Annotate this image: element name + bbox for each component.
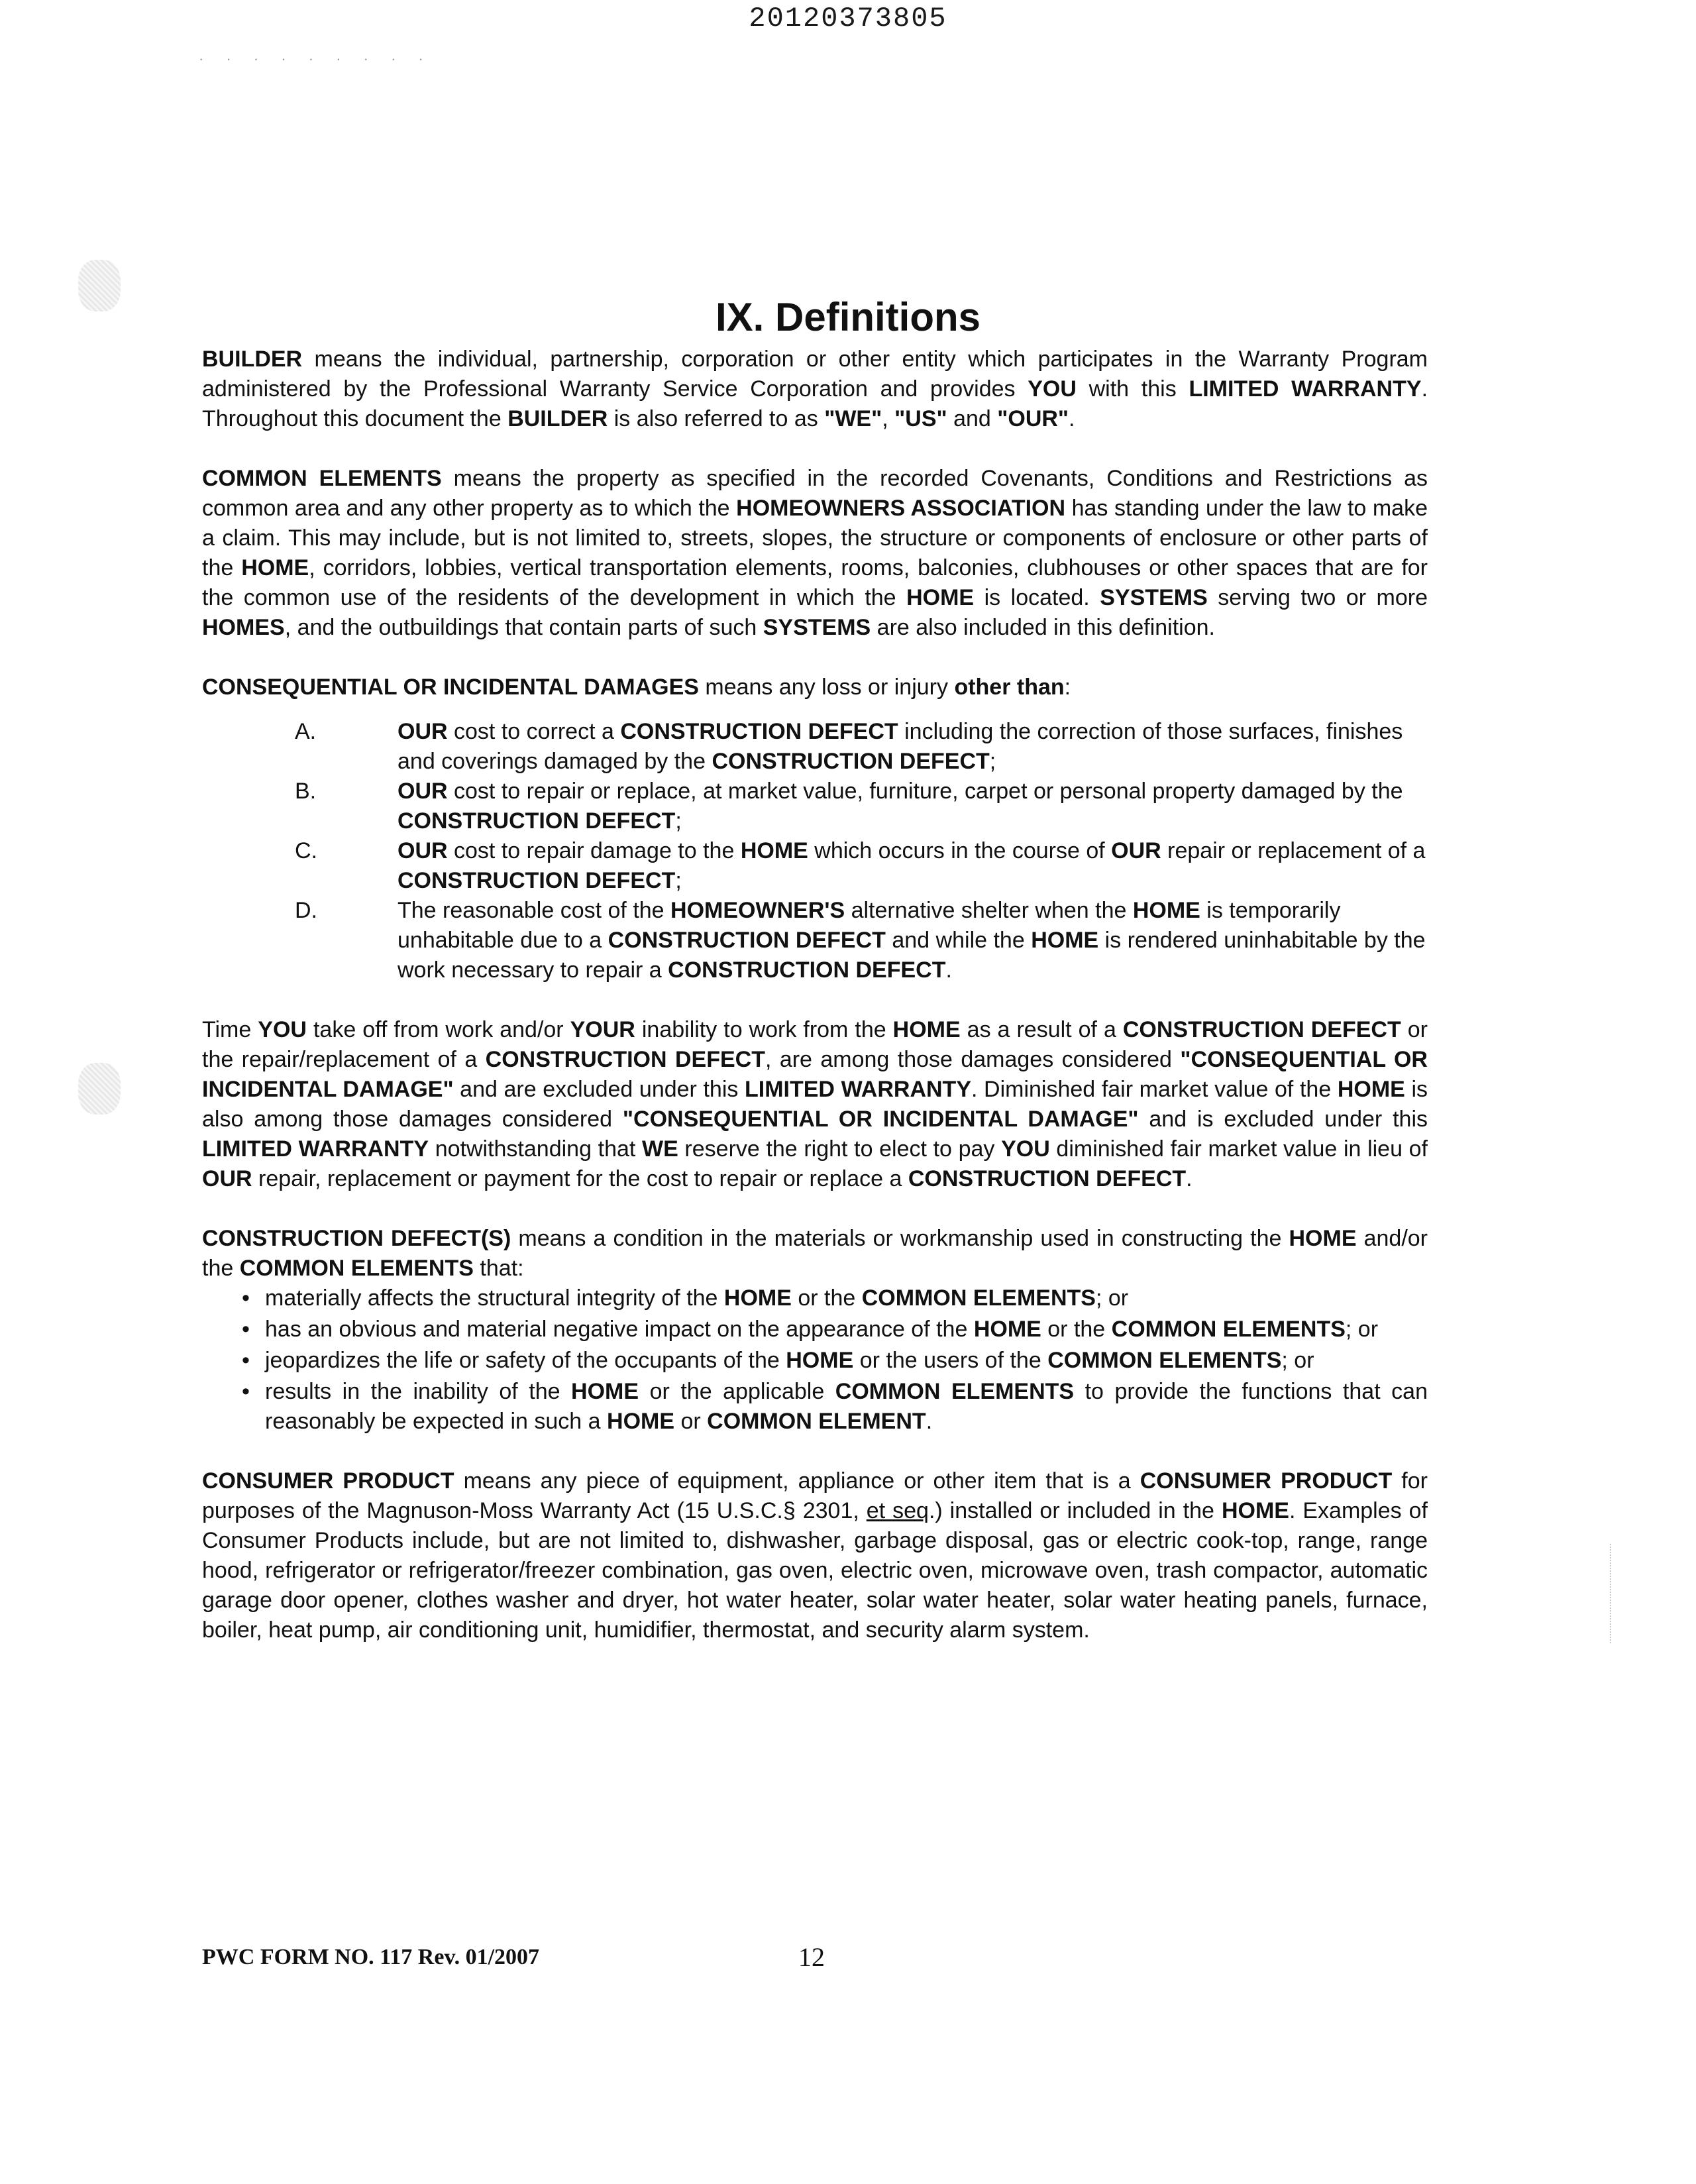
list-item	[202, 1283, 1428, 1313]
bold-run: CONSTRUCTION DEFECT	[1122, 1017, 1401, 1042]
term-construction-defect: CONSTRUCTION DEFECT(S)	[202, 1226, 511, 1251]
bold-run: HOME	[1132, 898, 1200, 923]
text-run: Time	[202, 1017, 258, 1042]
excluded-damages-list	[202, 717, 1428, 985]
text-run: .	[1069, 406, 1075, 431]
bold-run: HOME	[1289, 1226, 1357, 1251]
bold-run: HOME	[973, 1317, 1041, 1342]
bold-run: CONSTRUCTION DEFECT	[398, 808, 676, 834]
bold-run: "US"	[894, 406, 947, 431]
bold-run: YOU	[258, 1017, 307, 1042]
text-run: or the	[791, 1285, 862, 1311]
bold-run: BUILDER	[507, 406, 608, 431]
text-run: take off from work and/or	[306, 1017, 570, 1042]
text-run: jeopardizes the life or safety of the occupants of the	[265, 1348, 786, 1373]
publication-number: 20120373805	[749, 3, 947, 34]
list-item	[202, 896, 1428, 985]
text-run: serving two or more	[1207, 585, 1428, 610]
text-run: or the repair/replacement of a	[202, 1017, 1428, 1072]
definitions-body	[202, 345, 1428, 1675]
text-run: means any piece of equipment, appliance or other item that is a	[454, 1468, 1140, 1494]
bold-run: CONSTRUCTION DEFECT	[485, 1047, 765, 1072]
text-run: ;	[675, 808, 682, 834]
list-item	[202, 1315, 1428, 1344]
text-run: is located.	[974, 585, 1100, 610]
page-number: 12	[798, 1942, 825, 1972]
scan-edge-mark	[1610, 1544, 1613, 1643]
bold-run: HOME	[607, 1409, 675, 1434]
term-consequential: CONSEQUENTIAL OR INCIDENTAL DAMAGES	[202, 675, 699, 700]
text-run: is temporarily unhabitable due to a	[398, 898, 1341, 953]
definition-common-elements	[202, 464, 1428, 643]
list-letter: B.	[295, 779, 317, 804]
bold-run: HOME	[786, 1348, 854, 1373]
text-run: and	[947, 406, 998, 431]
text-run: :	[1064, 675, 1071, 700]
text-run: inability to work from the	[635, 1017, 893, 1042]
text-run: alternative shelter when the	[845, 898, 1133, 923]
bold-run: CONSTRUCTION DEFECT	[712, 749, 990, 774]
text-run: or the users of the	[853, 1348, 1048, 1373]
bold-run: HOME	[1031, 928, 1099, 953]
text-run: ;	[989, 749, 996, 774]
text-run: repair, replacement or payment for the cost to repair or replace a	[252, 1166, 908, 1191]
definition-builder	[202, 345, 1428, 434]
bold-run: OUR	[398, 838, 448, 863]
term-common-elements: COMMON ELEMENTS	[202, 466, 442, 491]
text-run: are also included in this definition.	[871, 615, 1215, 640]
bold-run: YOU	[1001, 1136, 1050, 1162]
text-run: . Examples of Consumer Products include, but are not limited to, dishwasher, garbage disposal, gas or electric cook-top, range, range hood, refrigerator or refrigerator/freezer combination, gas oven, electric oven, microwave oven, trash compactor, automatic garage door opener, clothes washer and dryer, hot water heater, solar water heater, solar water heating panels, furnace, boiler, heat pump, air conditioning unit, humidifier, thermostat, and security alarm system.	[202, 1498, 1428, 1643]
bold-run: HOME	[906, 585, 975, 610]
section-title: IX. Definitions	[715, 295, 981, 340]
text-run: repair or replacement of a	[1161, 838, 1426, 863]
bold-run: LIMITED WARRANTY	[744, 1077, 971, 1102]
bold-run: COMMON ELEMENTS	[239, 1256, 474, 1281]
list-item	[202, 717, 1428, 777]
text-run: is also referred to as	[608, 406, 825, 431]
defect-criteria-list	[202, 1283, 1428, 1437]
bold-run: HOME	[1337, 1077, 1405, 1102]
bullet-icon: •	[242, 1317, 250, 1342]
form-number: PWC FORM NO. 117 Rev. 01/2007	[202, 1945, 540, 1969]
text-run: ,	[882, 406, 895, 431]
text-run: as a result of a	[960, 1017, 1123, 1042]
bold-run: HOMES	[202, 615, 285, 640]
bold-run: HOME	[1221, 1498, 1289, 1523]
text-run: is rendered uninhabitable by the work necessary to repair a	[398, 928, 1426, 983]
text-run: is also among those damages considered	[202, 1077, 1428, 1132]
bold-run: COMMON ELEMENTS	[1111, 1317, 1346, 1342]
text-run: and/or the	[202, 1226, 1428, 1281]
bold-run: LIMITED WARRANTY	[1189, 376, 1422, 402]
bold-run: CONSTRUCTION DEFECT	[908, 1166, 1187, 1191]
bold-run: HOME	[723, 1285, 792, 1311]
text-run: . Throughout this document the	[202, 376, 1428, 431]
text-run: ; or	[1095, 1285, 1129, 1311]
text-run: results in the inability of the	[265, 1379, 572, 1404]
bullet-icon: •	[242, 1285, 250, 1311]
scan-specks: · · · · · · · · ·	[199, 50, 433, 67]
bold-run: HOMEOWNER'S	[670, 898, 845, 923]
bold-run: SYSTEMS	[763, 615, 871, 640]
text-run: means the property as specified in the recorded Covenants, Conditions and Restrictions as common area and any other property as to which the	[202, 466, 1428, 521]
bold-run: "CONSEQUENTIAL OR INCIDENTAL DAMAGE"	[202, 1047, 1428, 1102]
bold-run: HOME	[571, 1379, 639, 1404]
bold-run: HOME	[892, 1017, 961, 1042]
list-letter: C.	[295, 838, 317, 863]
bold-run: COMMON ELEMENTS	[835, 1379, 1075, 1404]
text-run: means any loss or injury	[698, 675, 955, 700]
bold-run: COMMON ELEMENTS	[1047, 1348, 1282, 1373]
text-run: or the applicable	[639, 1379, 835, 1404]
bold-run: CONSTRUCTION DEFECT	[608, 928, 886, 953]
bold-run: "CONSEQUENTIAL OR INCIDENTAL DAMAGE"	[622, 1107, 1139, 1132]
underlined-run: et seq	[866, 1498, 929, 1523]
text-run: with this	[1076, 376, 1189, 402]
text-run: reserve the right to elect to pay	[678, 1136, 1002, 1162]
text-run: ; or	[1345, 1317, 1379, 1342]
definition-consumer-product	[202, 1466, 1428, 1645]
text-run: for purposes of the Magnuson-Moss Warranty Act (15 U.S.C.§ 2301,	[202, 1468, 1428, 1523]
definition-construction-defect	[202, 1224, 1428, 1283]
text-run: and are excluded under this	[453, 1077, 745, 1102]
bold-run: SYSTEMS	[1100, 585, 1208, 610]
bullet-icon: •	[242, 1348, 250, 1373]
definition-consequential	[202, 673, 1428, 702]
bold-run: COMMON ELEMENTS	[861, 1285, 1096, 1311]
bold-run: OUR	[202, 1166, 252, 1191]
list-item	[202, 1377, 1428, 1437]
bold-run: HOMEOWNERS ASSOCIATION	[736, 496, 1066, 521]
text-run: The reasonable cost of the	[398, 898, 671, 923]
bold-run: CONSTRUCTION DEFECT	[668, 957, 946, 983]
text-run: and while the	[885, 928, 1032, 953]
bold-run: COMMON ELEMENT	[707, 1409, 926, 1434]
bold-run: OUR	[398, 779, 448, 804]
list-item	[202, 777, 1428, 836]
text-run: . Diminished fair market value of the	[971, 1077, 1338, 1102]
bold-run: HOME	[740, 838, 808, 863]
list-letter: A.	[295, 719, 317, 744]
bold-run: YOUR	[570, 1017, 635, 1042]
text-run: , are among those damages considered	[765, 1047, 1181, 1072]
list-item	[202, 836, 1428, 896]
text-run: to provide the functions that can reasonably be expected in such a	[265, 1379, 1428, 1434]
bold-run: YOU	[1028, 376, 1077, 402]
bold-run: LIMITED WARRANTY	[202, 1136, 429, 1162]
text-run: materially affects the structural integrity of the	[265, 1285, 724, 1311]
text-run: or	[674, 1409, 708, 1434]
text-run: or the	[1041, 1317, 1112, 1342]
term-consumer-product: CONSUMER PRODUCT	[202, 1468, 454, 1494]
bold-run: HOME	[241, 555, 309, 580]
text-run: that:	[473, 1256, 524, 1281]
text-run: .	[1186, 1166, 1192, 1191]
text-run: .) installed or included in the	[928, 1498, 1222, 1523]
text-run: means a condition in the materials or workmanship used in constructing the	[511, 1226, 1289, 1251]
text-run: and is excluded under this	[1138, 1107, 1428, 1132]
bold-run: OUR	[1111, 838, 1161, 863]
bold-run: CONSTRUCTION DEFECT	[620, 719, 898, 744]
text-run: , corridors, lobbies, vertical transportation elements, rooms, balconies, clubhouses or other spaces that are for the common use of the residents of the development in which the	[202, 555, 1428, 610]
bold-run: CONSUMER PRODUCT	[1140, 1468, 1393, 1494]
text-run: means the individual, partnership, corporation or other entity which participates in the Warranty Program administered by the Professional Warranty Service Corporation and provides	[202, 347, 1428, 402]
text-run: has standing under the law to make a claim. This may include, but is not limited to, streets, slopes, the structure or components of enclosure or other parts of the	[202, 496, 1428, 580]
text-run: diminished fair market value in lieu of	[1049, 1136, 1428, 1162]
time-off-paragraph	[202, 1015, 1428, 1194]
text-run: cost to correct a	[447, 719, 621, 744]
text-run: ;	[675, 868, 682, 893]
bold-run: CONSTRUCTION DEFECT	[398, 868, 676, 893]
text-run: including the correction of those surfaces, finishes and coverings damaged by the	[398, 719, 1403, 774]
text-run: notwithstanding that	[429, 1136, 642, 1162]
text-run: cost to repair or replace, at market value, furniture, carpet or personal property damaged by the	[447, 779, 1403, 804]
text-run: .	[926, 1409, 933, 1434]
bold-run: other than	[954, 675, 1065, 700]
bold-run: WE	[642, 1136, 678, 1162]
text-run: has an obvious and material negative impact on the appearance of the	[265, 1317, 974, 1342]
bullet-icon: •	[242, 1379, 250, 1404]
list-letter: D.	[295, 898, 317, 923]
bold-run: OUR	[398, 719, 448, 744]
text-run: which occurs in the course of	[808, 838, 1112, 863]
bold-run: "WE"	[824, 406, 882, 431]
text-run: cost to repair damage to the	[447, 838, 741, 863]
list-item	[202, 1346, 1428, 1376]
bold-run: "OUR"	[997, 406, 1069, 431]
text-run: ; or	[1281, 1348, 1314, 1373]
text-run: .	[945, 957, 952, 983]
term-builder: BUILDER	[202, 347, 303, 372]
text-run: , and the outbuildings that contain parts of such	[284, 615, 763, 640]
scan-blot	[78, 1063, 121, 1115]
